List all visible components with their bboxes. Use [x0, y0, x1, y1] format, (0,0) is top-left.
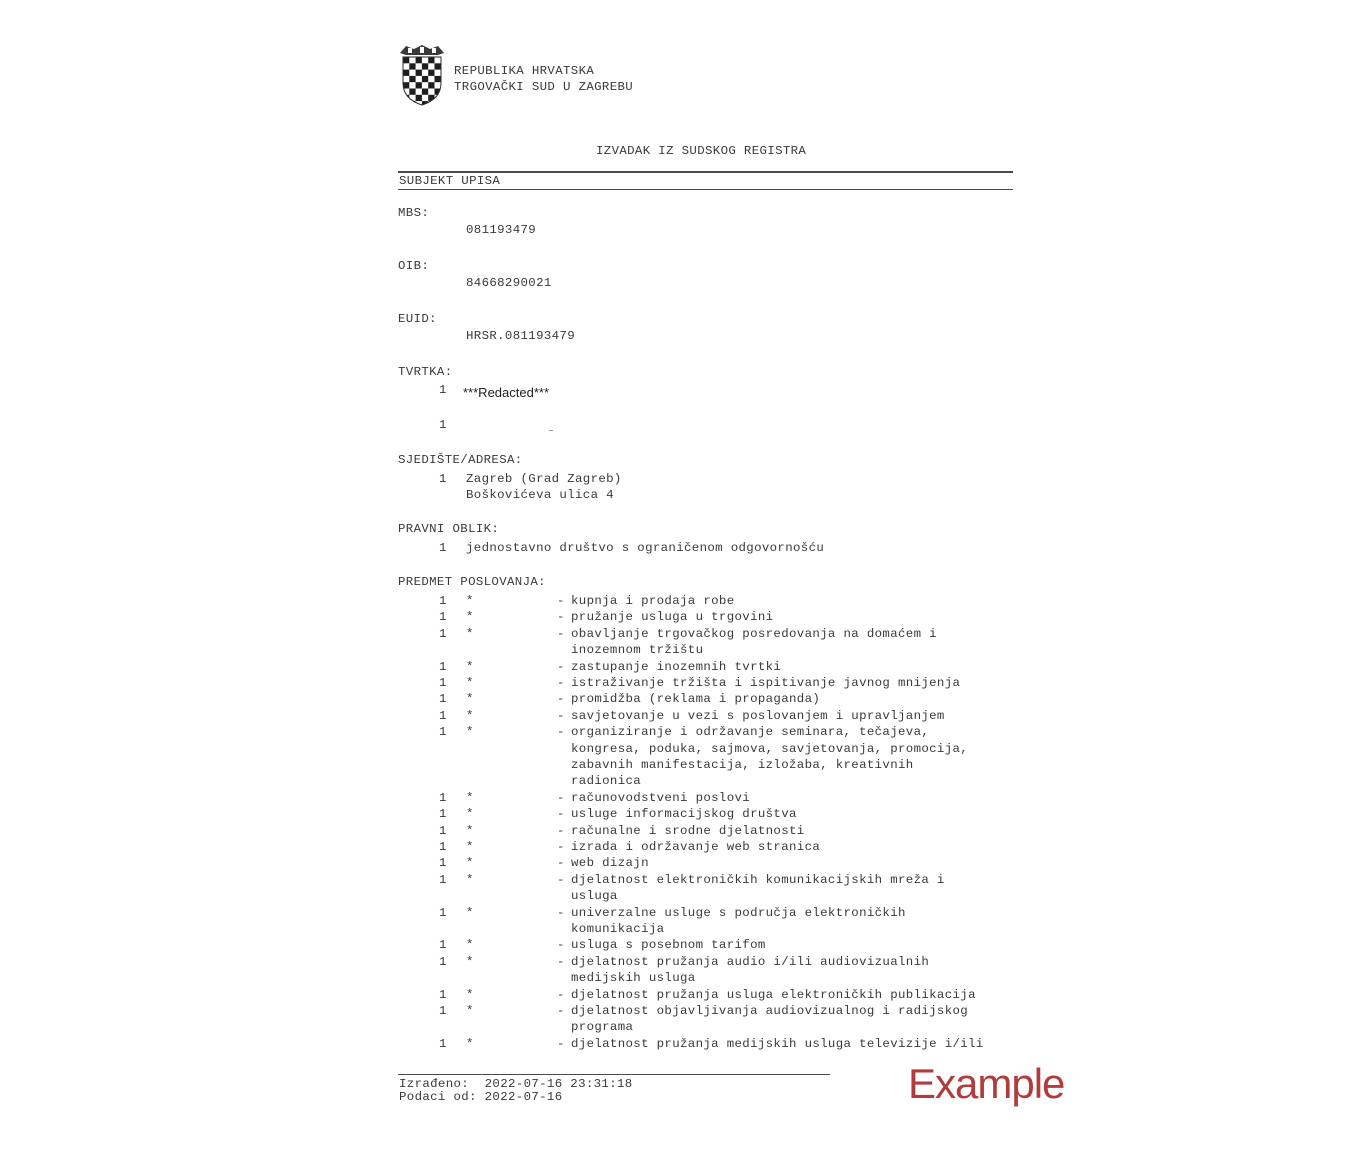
tvrtka-index: 1 [439, 418, 447, 432]
court-name: TRGOVAČKI SUD U ZAGREBU [454, 80, 634, 94]
activity-star: * [466, 872, 474, 887]
activity-star: * [466, 1004, 474, 1018]
activity-item [0, 955, 1360, 971]
example-watermark: Example [908, 1060, 1065, 1107]
activity-text: medijskih usluga [571, 971, 696, 986]
activity-index: 1 [439, 856, 447, 871]
activity-star: * [466, 676, 474, 690]
activity-star: * [466, 610, 474, 625]
activity-text: savjetovanje u vezi s poslovanjem i upravljanjem [571, 708, 945, 723]
court-country: REPUBLIKA HRVATSKA [454, 64, 595, 78]
activity-star: * [466, 725, 474, 740]
activity-text: djelatnost pružanja audio i/ili audiovizualnih [571, 954, 930, 969]
activity-item [0, 807, 1360, 823]
activity-text: djelatnost pružanja medijskih usluga televizije i/ili [571, 1036, 984, 1051]
activity-text: komunikacija [571, 922, 665, 936]
activity-dash: - [557, 807, 565, 822]
activity-index: 1 [439, 610, 447, 625]
activity-text: izrada i održavanje web stranica [571, 840, 821, 854]
activity-index: 1 [439, 987, 447, 1002]
activity-item [0, 791, 1360, 807]
activity-index: 1 [439, 692, 447, 707]
activity-dash: - [557, 823, 565, 838]
activity-item [0, 873, 1360, 889]
activity-dash: - [557, 987, 565, 1002]
predmet-label: PREDMET POSLOVANJA: [398, 575, 546, 589]
activity-dash: - [557, 725, 565, 740]
created-timestamp: Izrađeno: 2022-07-16 23:31:18 [399, 1077, 633, 1091]
activity-star: * [466, 659, 474, 674]
activity-star: * [466, 1036, 474, 1051]
activity-item [0, 1004, 1360, 1020]
data-date: Podaci od: 2022-07-16 [399, 1090, 563, 1104]
activity-text: usluge informacijskog društva [571, 807, 797, 822]
activity-text: obavljanje trgovačkog posredovanja na domaćem i [571, 626, 937, 641]
activity-text: pružanje usluga u trgovini [571, 610, 774, 625]
activity-text: računalne i srodne djelatnosti [571, 823, 805, 838]
mbs-value: 081193479 [466, 223, 537, 237]
activity-dash: - [557, 626, 565, 641]
activity-index: 1 [439, 790, 447, 805]
activity-item [0, 856, 1360, 872]
activity-text: organiziranje i održavanje seminara, tečajeva, [571, 725, 930, 740]
activity-dash: - [557, 594, 565, 608]
pravni-oblik-value: jednostavno društvo s ograničenom odgovornošću [466, 541, 825, 555]
activity-text: univerzalne usluge s područja elektroničkih [571, 905, 906, 920]
oib-label: OIB: [398, 259, 430, 273]
activity-dash: - [557, 708, 565, 723]
euid-value: HRSR.081193479 [466, 329, 575, 343]
activity-item-continuation [0, 922, 1360, 938]
activity-dash: - [557, 840, 565, 854]
activity-text: zastupanje inozemnih tvrtki [571, 659, 782, 674]
activity-dash: - [557, 905, 565, 920]
sjediste-index: 1 [439, 472, 447, 486]
activity-index: 1 [439, 708, 447, 723]
sjediste-label: SJEDIŠTE/ADRESA: [398, 453, 523, 467]
activity-star: * [466, 938, 474, 953]
activity-star: * [466, 692, 474, 707]
activity-dash: - [557, 856, 565, 871]
activity-index: 1 [439, 807, 447, 822]
activity-star: * [466, 807, 474, 822]
sjediste-city: Zagreb (Grad Zagreb) [466, 472, 622, 486]
activity-text: zabavnih manifestacija, izložaba, kreativnih [571, 758, 914, 772]
activity-dash: - [557, 676, 565, 690]
activity-dash: - [557, 610, 565, 625]
activity-star: * [466, 905, 474, 920]
activity-text: djelatnost pružanja usluga elektroničkih publikacija [571, 987, 976, 1002]
activity-index: 1 [439, 823, 447, 838]
activity-item [0, 824, 1360, 840]
pravni-oblik-label: PRAVNI OBLIK: [398, 522, 500, 536]
activity-item-continuation [0, 742, 1360, 758]
activity-item [0, 709, 1360, 725]
activity-item-continuation [0, 774, 1360, 790]
oib-value: 84668290021 [466, 276, 552, 290]
activity-dash: - [557, 692, 565, 707]
activity-index: 1 [439, 594, 447, 608]
activity-text: radionica [571, 774, 642, 789]
activity-item [0, 660, 1360, 676]
activity-item [0, 906, 1360, 922]
activity-text: kongresa, poduka, sajmova, savjetovanja, promocija, [571, 741, 969, 756]
activity-item-continuation [0, 889, 1360, 905]
activity-item [0, 1037, 1360, 1053]
activity-star: * [466, 823, 474, 838]
activity-item-continuation [0, 971, 1360, 987]
activity-item-continuation [0, 643, 1360, 659]
activity-item [0, 840, 1360, 856]
activity-text: programa [571, 1020, 634, 1035]
activity-item [0, 692, 1360, 708]
activity-index: 1 [439, 626, 447, 641]
activity-index: 1 [439, 905, 447, 920]
activity-dash: - [557, 1036, 565, 1051]
activity-star: * [466, 790, 474, 805]
sjediste-street: Boškovićeva ulica 4 [466, 488, 614, 502]
footer-divider [398, 1074, 830, 1075]
activity-item [0, 610, 1360, 626]
tvrtka-index: 1 [439, 383, 447, 397]
activity-item-continuation [0, 758, 1360, 774]
activity-dash: - [557, 938, 565, 953]
activity-item [0, 676, 1360, 692]
activity-dash: - [557, 954, 565, 969]
activity-dash: - [557, 872, 565, 887]
activity-star: * [466, 594, 474, 608]
activity-text: djelatnost objavljivanja audiovizualnog i radijskog [571, 1004, 969, 1018]
activity-text: djelatnost elektroničkih komunikacijskih mreža i [571, 872, 945, 887]
euid-label: EUID: [398, 312, 437, 326]
activity-dash: - [557, 659, 565, 674]
section-heading: SUBJEKT UPISA [399, 174, 501, 188]
activity-index: 1 [439, 725, 447, 740]
tvrtka-name: ***Redacted*** [463, 385, 550, 400]
activity-text: kupnja i prodaja robe [571, 594, 735, 608]
activity-index: 1 [439, 1036, 447, 1051]
activity-item [0, 594, 1360, 610]
activity-text: promidžba (reklama i propaganda) [571, 692, 821, 707]
activity-dash: - [557, 1004, 565, 1018]
activity-index: 1 [439, 954, 447, 969]
activity-text: računovodstveni poslovi [571, 790, 751, 805]
activity-star: * [466, 856, 474, 871]
activity-index: 1 [439, 1004, 447, 1018]
activity-index: 1 [439, 938, 447, 953]
activity-item [0, 725, 1360, 741]
activity-index: 1 [439, 659, 447, 674]
section-divider [398, 171, 1013, 173]
mbs-label: MBS: [398, 206, 430, 220]
activity-index: 1 [439, 872, 447, 887]
activity-item [0, 988, 1360, 1004]
activity-text: inozemnom tržištu [571, 643, 704, 658]
activity-star: * [466, 954, 474, 969]
activity-item-continuation [0, 1020, 1360, 1036]
activity-text: usluga [571, 889, 618, 904]
document-title: IZVADAK IZ SUDSKOG REGISTRA [596, 144, 807, 158]
activity-dash: - [557, 790, 565, 805]
activity-item [0, 938, 1360, 954]
activity-star: * [466, 626, 474, 641]
redaction-mark [549, 430, 553, 431]
croatian-coat-of-arms-icon [398, 43, 446, 107]
activity-text: usluga s posebnom tarifom [571, 938, 766, 953]
activity-index: 1 [439, 676, 447, 690]
activity-index: 1 [439, 840, 447, 854]
activity-text: web dizajn [571, 856, 649, 871]
section-divider [398, 189, 1013, 190]
activity-text: istraživanje tržišta i ispitivanje javnog mnijenja [571, 676, 961, 690]
activity-star: * [466, 840, 474, 854]
activity-item [0, 627, 1360, 643]
activity-star: * [466, 708, 474, 723]
pravni-oblik-index: 1 [439, 541, 447, 555]
activity-star: * [466, 987, 474, 1002]
tvrtka-label: TVRTKA: [398, 365, 453, 379]
